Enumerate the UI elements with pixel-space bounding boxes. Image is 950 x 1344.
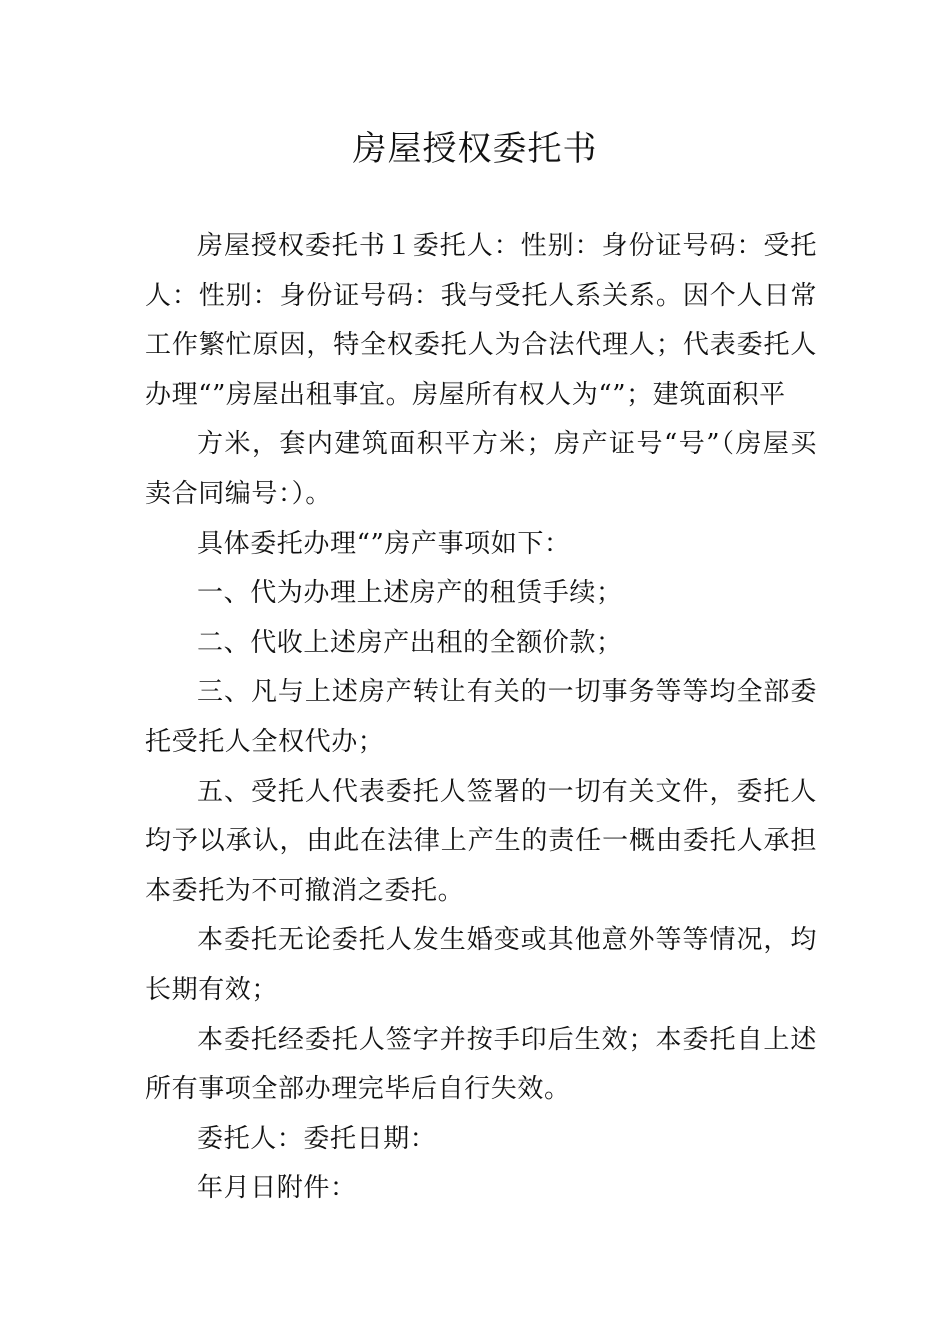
paragraph-item-1: 一、代为办理上述房产的租赁手续； bbox=[197, 578, 623, 609]
paragraph-intro: 房屋授权委托书１委托人：性别：身份证号码：受托人：性别：身份证号码：我与受托人系关系。因个人日常工作繁忙原因，特全权委托人为合法代理人；代表委托人办理“”房屋出租事宜。房屋所有权人为“”；建筑面积平 bbox=[145, 231, 817, 410]
paragraph-item-5: 五、受托人代表委托人签署的一切有关文件，委托人均予以承认，由此在法律上产生的责任一概由委托人承担本委托为不可撤消之委托。 bbox=[145, 776, 817, 906]
document-body bbox=[145, 222, 817, 1214]
paragraph-item-3: 三、凡与上述房产转让有关的一切事务等等均全部委托受托人全权代办； bbox=[145, 677, 817, 757]
paragraph-matters-heading: 具体委托办理“”房产事项如下： bbox=[197, 528, 571, 559]
paragraph-effective: 本委托经委托人签字并按手印后生效；本委托自上述所有事项全部办理完毕后自行失效。 bbox=[145, 1024, 817, 1105]
paragraph-date-attachment: 年月日附件： bbox=[197, 1173, 357, 1204]
paragraph-item-2: 二、代收上述房产出租的全额价款； bbox=[197, 627, 623, 658]
paragraph-signature-line: 委托人：委托日期： bbox=[197, 1123, 437, 1154]
document-title: 房屋授权委托书 bbox=[352, 129, 598, 169]
paragraph-validity: 本委托无论委托人发生婚变或其他意外等等情况，均长期有效； bbox=[145, 925, 817, 1005]
paragraph-area-details: 方米，套内建筑面积平方米；房产证号“号”（房屋买卖合同编号：）。 bbox=[145, 429, 817, 509]
